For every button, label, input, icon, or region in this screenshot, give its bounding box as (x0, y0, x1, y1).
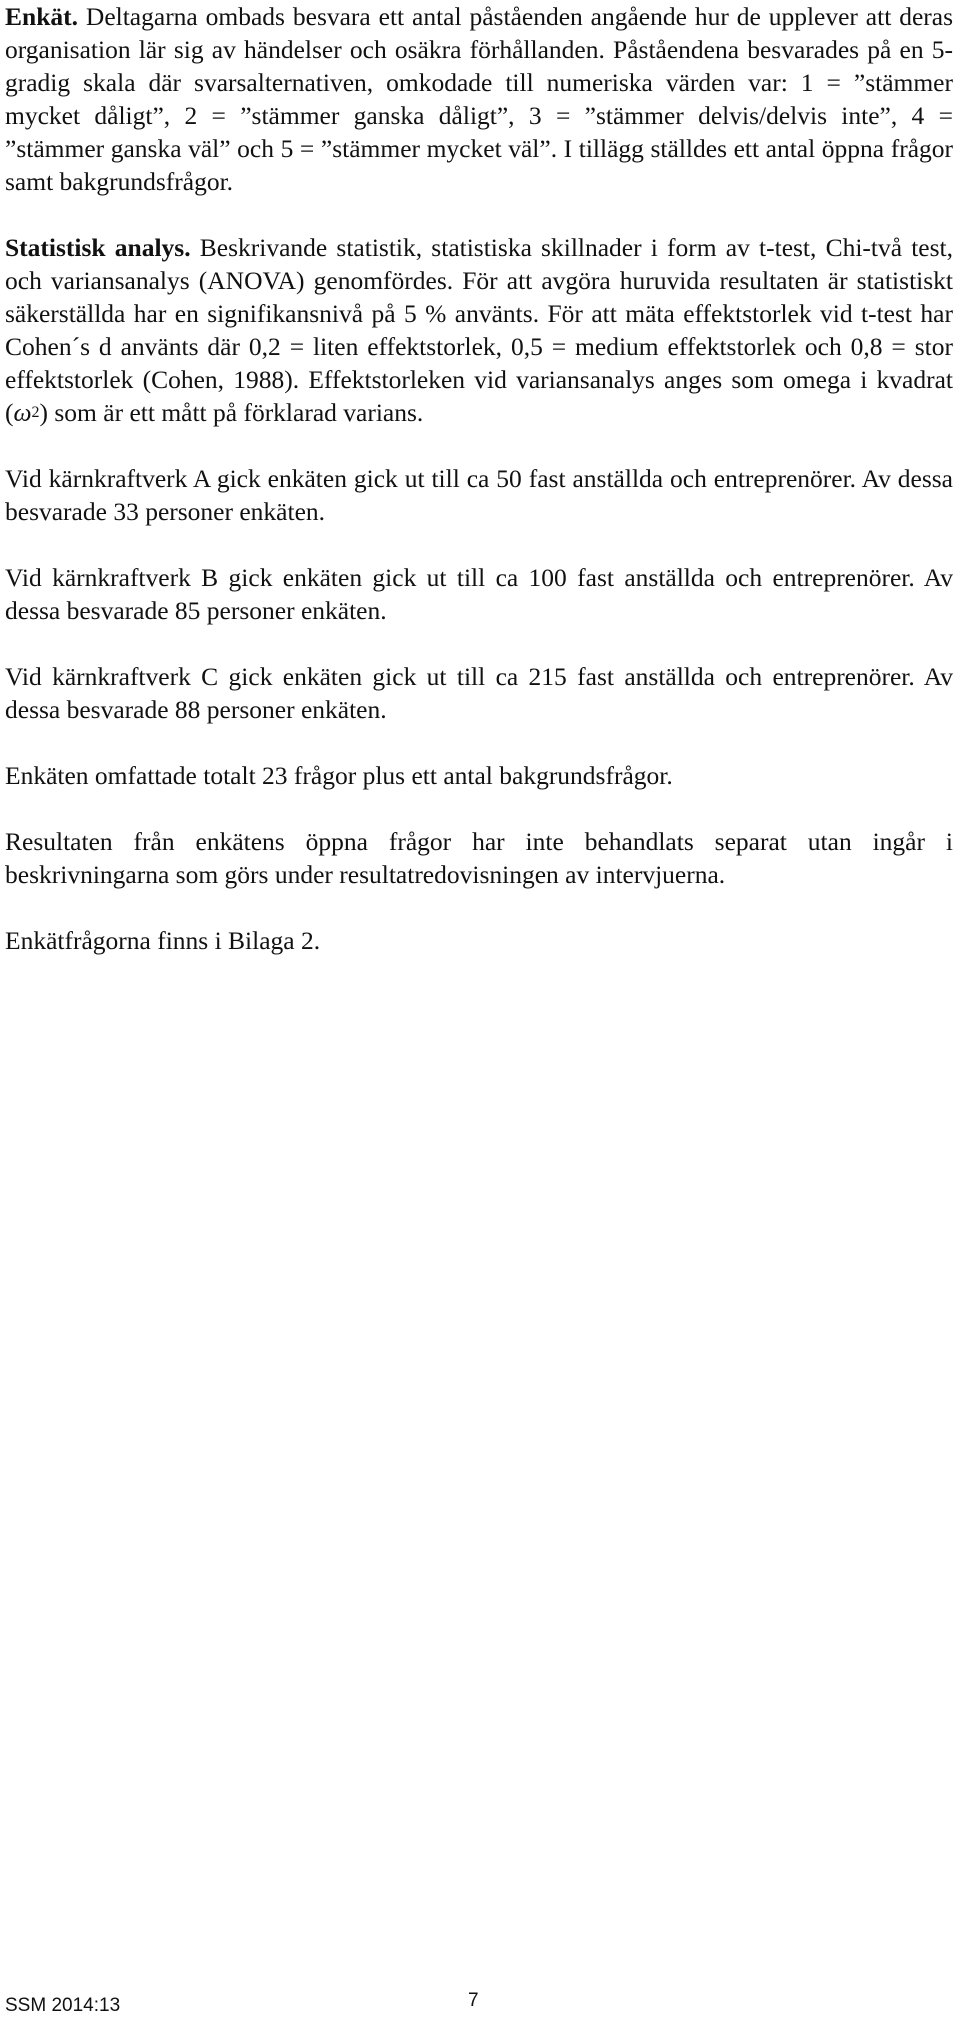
paragraph-oppna-fragor: Resultaten från enkätens öppna frågor har inte behandlats separat utan ingår i beskrivningarna som görs under resultatredovisningen av intervjuerna. (5, 827, 953, 889)
paragraph-text-statistik-end: ) som är ett mått på förklarad varians. (39, 398, 424, 427)
omega-symbol: ω (13, 398, 32, 427)
paragraph-bilaga: Enkätfrågorna finns i Bilaga 2. (5, 926, 321, 955)
paragraph-lead-enkat: Enkät. (5, 2, 78, 31)
paragraph-text-enkat: Deltagarna ombads besvara ett antal påståenden angående hur de upplever att deras organisation lär sig av händelser och osäkra förhållanden. Påståendena besvarades på en 5-gradig skala där svarsalternativen, omkodade till numeriska värden var: 1 = ”stämmer mycket dåligt”, 2 = ”stämmer ganska dåligt”, 3 = ”stämmer delvis/delvis inte”, 4 = ”stämmer ganska väl” och 5 = ”stämmer mycket väl”. I tillägg ställdes ett antal öppna frågor samt bakgrundsfrågor. (5, 2, 953, 196)
paragraph-text-statistik: Beskrivande statistik, statistiska skillnader i form av t-test, Chi-två test, och variansanalys (ANOVA) genomfördes. För att avgöra huruvida resultaten är statistiskt säkerställda har en signifikansnivå på 5 % använts. För att mäta effektstorlek vid t-test har Cohen´s d använts där 0,2 = liten effektstorlek, 0,5 = medium effektstorlek och 0,8 = stor effektstorlek (Cohen, 1988). Effektstorleken vid variansanalys anges som omega i kvadrat ( (5, 233, 954, 427)
paragraph-statistik (5, 231, 953, 429)
paragraph-kkv-c: Vid kärnkraftverk C gick enkäten gick ut till ca 215 fast anställda och entreprenörer. Av dessa besvarade 88 personer enkäten. (5, 662, 953, 724)
footer-page-number: 7 (468, 1990, 479, 2011)
footer-report-id: SSM 2014:13 (5, 1995, 121, 2016)
body-text (5, 0, 953, 990)
paragraph-kkv-a: Vid kärnkraftverk A gick enkäten gick ut till ca 50 fast anställda och entreprenörer. Av dessa besvarade 33 personer enkäten. (5, 464, 953, 526)
paragraph-lead-statistik: Statistisk analys. (5, 233, 191, 262)
paragraph-enkat (5, 0, 953, 198)
omega-superscript: 2 (31, 404, 40, 421)
paragraph-kkv-b: Vid kärnkraftverk B gick enkäten gick ut till ca 100 fast anställda och entreprenörer. Av dessa besvarade 85 personer enkäten. (5, 563, 953, 625)
paragraph-omfattning: Enkäten omfattade totalt 23 frågor plus ett antal bakgrundsfrågor. (5, 761, 673, 790)
